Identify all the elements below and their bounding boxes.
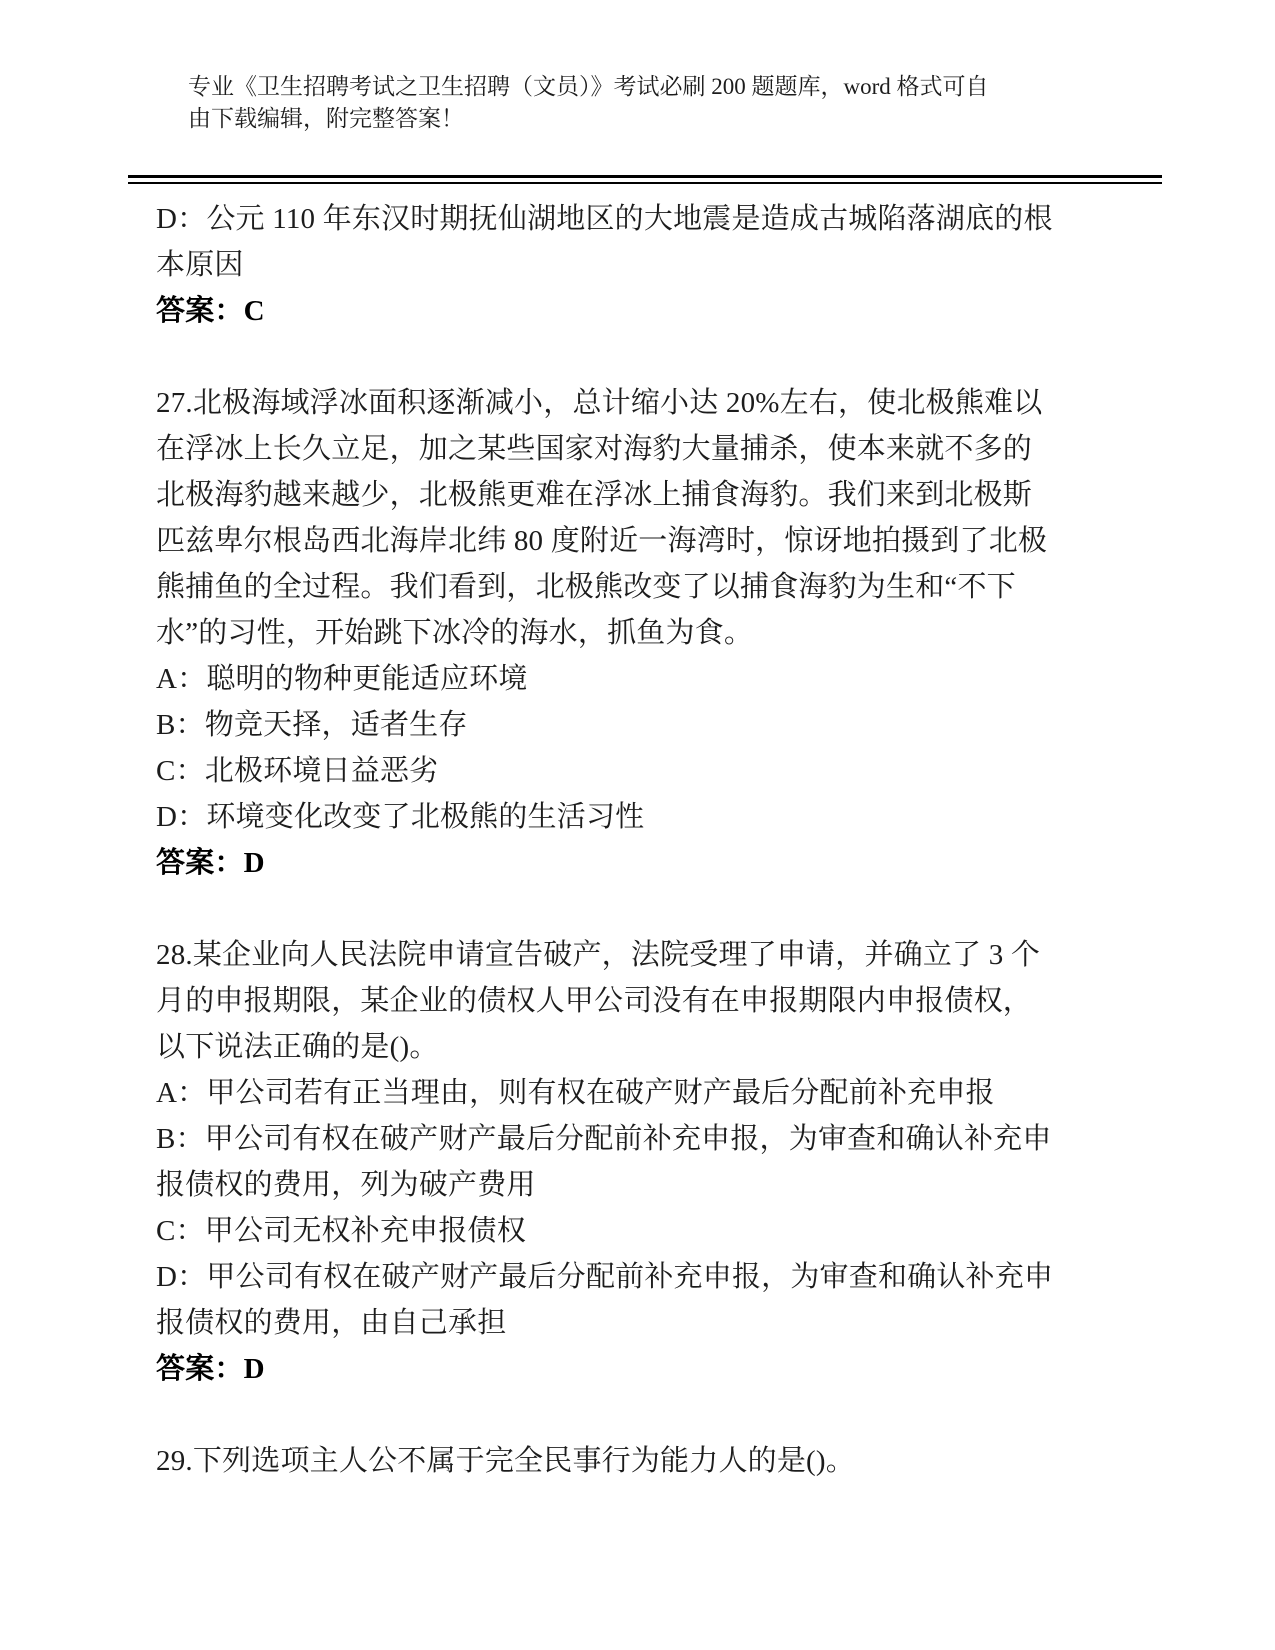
text-line: 27.北极海域浮冰面积逐渐减小，总计缩小达 20%左右，使北极熊难以 bbox=[156, 387, 1043, 419]
text-line: C：北极环境日益恶劣 bbox=[156, 755, 439, 787]
question-27 bbox=[156, 380, 1121, 840]
text-line: D：公元 110 年东汉时期抚仙湖地区的大地震是造成古城陷落湖底的根 bbox=[156, 203, 1053, 235]
text-line: A：聪明的物种更能适应环境 bbox=[156, 663, 528, 695]
text-line: 28.某企业向人民法院申请宣告破产，法院受理了申请，并确立了 3 个 bbox=[156, 939, 1041, 971]
text-line: B：物竞天择，适者生存 bbox=[156, 709, 468, 741]
text-line: A：甲公司若有正当理由，则有权在破产财产最后分配前补充申报 bbox=[156, 1077, 995, 1109]
text-line: 匹兹卑尔根岛西北海岸北纬 80 度附近一海湾时，惊讶地拍摄到了北极 bbox=[156, 525, 1048, 557]
previous-question-option-d bbox=[156, 196, 1121, 288]
question-29 bbox=[156, 1438, 1121, 1484]
text-line: 在浮冰上长久立足，加之某些国家对海豹大量捕杀，使本来就不多的 bbox=[156, 433, 1033, 465]
header-line-2: 由下载编辑，附完整答案！ bbox=[188, 106, 464, 131]
header-divider bbox=[128, 175, 1162, 184]
text-line: D：甲公司有权在破产财产最后分配前补充申报，为审查和确认补充申 bbox=[156, 1261, 1054, 1293]
text-line: 以下说法正确的是()。 bbox=[156, 1031, 439, 1063]
text-line: 熊捕鱼的全过程。我们看到，北极熊改变了以捕食海豹为生和“不下 bbox=[156, 571, 1016, 603]
text-line: 29.下列选项主人公不属于完全民事行为能力人的是()。 bbox=[156, 1445, 855, 1477]
text-line: 报债权的费用，列为破产费用 bbox=[156, 1169, 536, 1201]
document-body bbox=[156, 196, 1121, 1484]
text-line: C：甲公司无权补充申报债权 bbox=[156, 1215, 526, 1247]
header-line-1: 专业《卫生招聘考试之卫生招聘（文员）》考试必刷 200 题题库，word 格式可自 bbox=[188, 74, 989, 99]
question-28 bbox=[156, 932, 1121, 1346]
spacer-2 bbox=[156, 886, 1121, 932]
text-line: 本原因 bbox=[156, 249, 244, 281]
text-line: 报债权的费用，由自己承担 bbox=[156, 1307, 507, 1339]
spacer-1 bbox=[156, 334, 1121, 380]
text-line: 北极海豹越来越少，北极熊更难在浮冰上捕食海豹。我们来到北极斯 bbox=[156, 479, 1033, 511]
question-27-answer bbox=[156, 840, 1121, 886]
text-line: D：环境变化改变了北极熊的生活习性 bbox=[156, 801, 645, 833]
answer-line: 答案：D bbox=[156, 847, 265, 879]
answer-line: 答案：D bbox=[156, 1353, 265, 1385]
previous-question-answer bbox=[156, 288, 1121, 334]
question-28-answer bbox=[156, 1346, 1121, 1392]
answer-line: 答案：C bbox=[156, 295, 265, 327]
text-line: 水”的习性，开始跳下冰冷的海水，抓鱼为食。 bbox=[156, 617, 754, 649]
text-line: 月的申报期限，某企业的债权人甲公司没有在申报期限内申报债权， bbox=[156, 985, 1033, 1017]
spacer-3 bbox=[156, 1392, 1121, 1438]
text-line: B：甲公司有权在破产财产最后分配前补充申报，为审查和确认补充申 bbox=[156, 1123, 1052, 1155]
document-header bbox=[188, 71, 989, 135]
